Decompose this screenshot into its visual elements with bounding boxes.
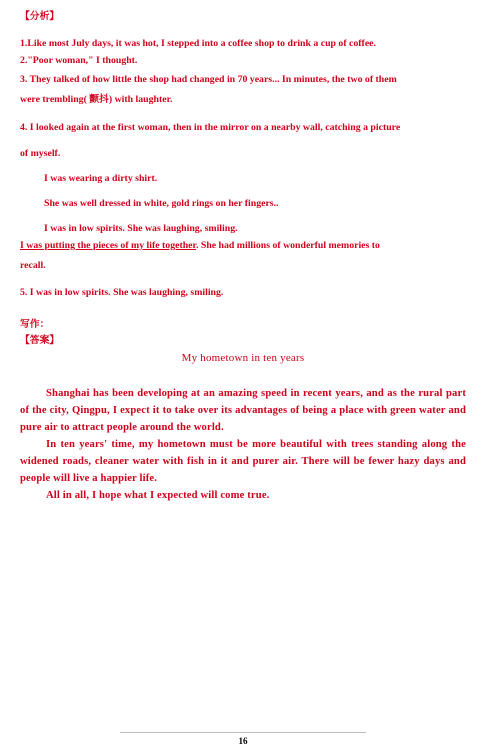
underlined-phrase: I was putting the pieces of my life together	[20, 240, 196, 251]
page-number: 16	[238, 736, 248, 746]
analysis-item-4-quote-3: I was in low spirits. She was laughing, smiling.	[44, 223, 238, 234]
essay-paragraph-1: Shanghai has been developing at an amazing speed in recent years, and as the rural part of the city, Qingpu, I expect it to take over its advantages of being a place with green water and pure air to attract people around the world.	[20, 388, 466, 433]
analysis-item-4-quote-1: I was wearing a dirty shirt.	[44, 173, 158, 184]
essay-body	[20, 385, 466, 504]
analysis-item-3-line-1: 3. They talked of how little the shop had changed in 70 years... In minutes, the two of them	[20, 74, 397, 85]
analysis-item-5: 5. I was in low spirits. She was laughing, smiling.	[20, 287, 224, 298]
essay-paragraph-2: In ten years' time, my hometown must be more beautiful with trees standing along the widened roads, cleaner water with fish in it and purer air. There will be fewer hazy days and people will live a happier life.	[20, 439, 466, 484]
analysis-item-4-recall: recall.	[20, 260, 46, 271]
writing-heading: 写作：	[20, 319, 50, 330]
analysis-item-4-line-2: of myself.	[20, 148, 61, 159]
analysis-item-3-line-2: were trembling( 颤抖) with laughter.	[20, 94, 173, 105]
footer-divider	[120, 732, 366, 733]
analysis-item-1: 1.Like most July days, it was hot, I stepped into a coffee shop to drink a cup of coffee.	[20, 38, 376, 49]
analysis-item-4-quote-2: She was well dressed in white, gold rings on her fingers..	[44, 198, 279, 209]
essay-title: My hometown in ten years	[181, 352, 305, 364]
answer-heading: 【答案】	[20, 335, 60, 346]
analysis-item-2: 2."Poor woman," I thought.	[20, 55, 138, 66]
analysis-item-4-quote-4-rest: . She had millions of wonderful memories to	[195, 240, 380, 251]
analysis-item-4-quote-4	[20, 240, 380, 252]
analysis-item-4-line-1: 4. I looked again at the first woman, then in the mirror on a nearby wall, catching a picture	[20, 122, 401, 133]
analysis-heading: 【分析】	[20, 11, 60, 22]
essay-paragraph-3: All in all, I hope what I expected will come true.	[46, 490, 270, 501]
